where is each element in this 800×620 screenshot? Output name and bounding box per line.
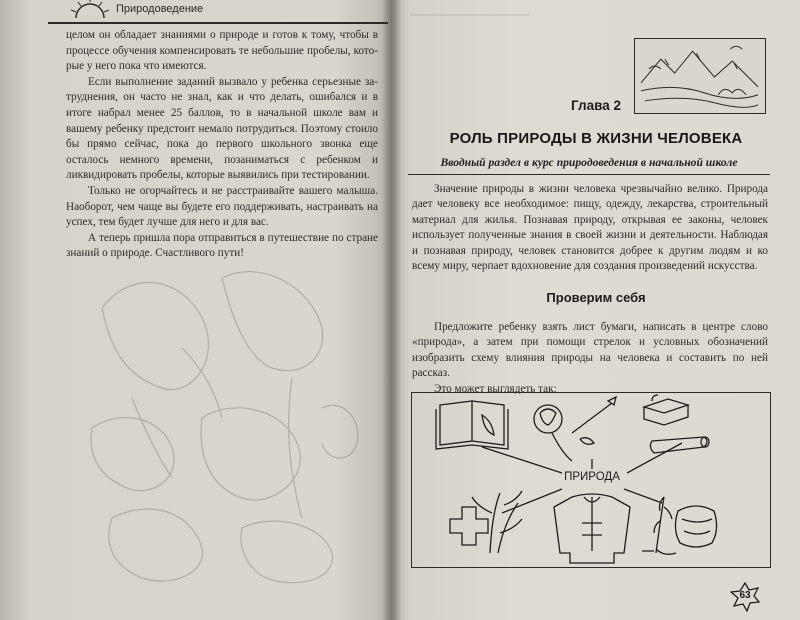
section-title: Проверим себя [546,290,646,305]
nature-scheme [411,392,771,568]
left-page-text [66,28,378,262]
chapter-number: Глава 2 [571,98,621,113]
book-gutter [382,0,402,620]
paragraph: Если выполнение заданий вызвало у ребенка серьезные затруднения, он часто не знал, как и что делать, ошибался и в итоге набрал менее 25 баллов, то в начальной школе вам и вашему ребенку предстоит немало потрудиться. Поэтому стоило бы прямо сейчас, пока до первого школьного звонка еще осталось немного времени, позаниматься с ребенком и ликвидировать пробелы, которые выявились при тестировании. [66,75,378,182]
paragraph: А теперь пришла пора отправиться в путешествие по стране знаний о природе. Счастливого пути! [66,231,378,260]
chapter-title: РОЛЬ ПРИРОДЫ В ЖИЗНИ ЧЕЛОВЕКА [449,130,743,147]
chapter-subtitle: Вводный раздел в курс природоведения в начальной школе [408,156,770,175]
sun-icon [70,0,110,20]
page-number-badge [730,582,760,612]
scheme-center-label: ПРИРОДА [564,471,620,483]
paragraph: Только не огорчайтесь и не расстраивайте вашего малыша. Наоборот, чем чаще вы будете его поддерживать, настраивать на успех, тем будет лучше для него и для вас. [66,184,378,229]
paragraph: Предложите ребенку взять лист бумаги, написать в центре слово «природа», а затем при помощи стрелок и условных обозначений изобразить схему влияния природы на человека и составить по ней рассказ. [412,321,768,380]
cross-herb-icon [450,491,522,553]
right-page-intro [412,182,768,274]
paragraph: Значение природы в жизни человека чрезвычайно велико. Природа дает человеку все необходимое: пищу, одежду, лекарства, строительный материал для жилья. Познавая природу, открывая ее законы, человек использует полученные знания в своей жизни и деятельности. Наблюдая и познавая природу, человек становится добрее к другим людям и ко всему миру, черпает вдохновение для создания произведений искусства. [412,183,768,273]
running-head [48,0,388,24]
running-head-mark [410,4,530,16]
paragraph: Это может выглядеть так: [434,382,557,395]
rose-brush-icon [534,397,616,461]
page-number: 63 [739,590,751,601]
plane-log-icon [644,395,709,453]
right-page-task [412,320,768,397]
wheat-pot-icon [642,497,717,554]
nature-illustration [72,248,372,593]
running-head-title: Природоведение [116,3,204,15]
book-icon [436,401,508,449]
paragraph: целом он обладает знаниями о природе и готов к тому, чтобы в процессе обучения компенсировать те небольшие пробелы, которые у него пока что имеются. [66,29,378,73]
